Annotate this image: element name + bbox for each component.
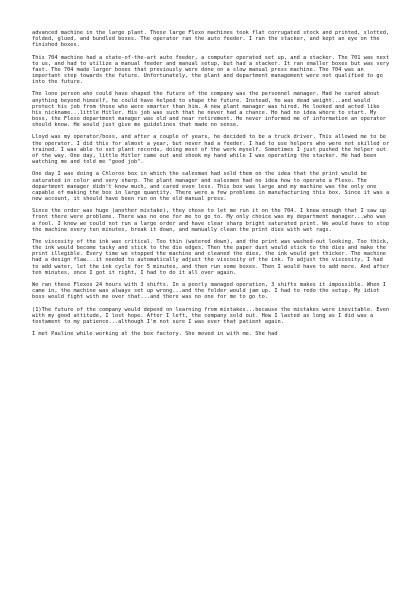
paragraph: This 704 machine had a state-of-the-art auto feeder, a computer operated set up, and a stacker. The 701 was next to us, and had to utilize a manual feeder and manual setup, but had a stacker. It ran smaller boxes but was very fast. The 704 made larger boxes that previously were done on a slow manual press machine. The 704 was an important step towards the future. Unfortunately, the plant and department management were not qualified to go into the future. — [32, 54, 390, 86]
paragraph: The viscosity of the ink was critical. Too thin (watered down), and the print was washed-out looking. Too thick, the ink would become tacky and stick to the die edges. Then the paper dust would stick to the dies and make the print illegible. Every time we stopped the machine and cleaned the dies, the ink would get thicker. The machine had a design flaw...it needed to automatically adjust the viscosity of the ink. To adjust the viscosity, I had to add water, let the ink cycle for 5 minutes, and then run some boxes. Then I would have to add more. And after ten minutes, once I got it right, I had to do it all over again. — [32, 238, 390, 276]
document-page — [32, 30, 392, 343]
paragraph: I met Pauline while working at the box factory. She moved in with me. She had — [32, 331, 278, 338]
paragraph: advanced machine in the large plant. These large Flexo machines took flat corrugated stock and printed, slotted, folded, glued, and bundled boxes. The operator ran the auto feeder. I ran the stacker, and kept an eye on the finished boxes. — [32, 30, 390, 49]
paragraph: Since the order was huge (another mistake), they chose to let me run it on the 704. I knew enough that I saw up front there were problems. There was no one for me to go to. My only choice was my department manager...who was a fool. I knew we could not run a large order and have clear sharp bright saturated print. We would have to stop the machine every ten minutes, break it down, and manually clean the print dies with wet rags. — [32, 208, 390, 233]
paragraph: We ran these Flexos 24 hours with 3 shifts. In a poorly managed operation, 3 shifts makes it impossible. When I came in, the machine was always set up wrong...and the folder would jam up. I had to redo the setup. My idiot boss would fight with me over that...and there was no one for me to go to. — [32, 281, 386, 301]
paragraph: The lone person who could have shaped the future of the company was the personnel manager. Had he cared about anything beyond himself, he could have helped to shape the future. Instead, he was dead weight...and would protect his job from those who were smarter than him. A new plant manager was hired. He looked and acted like his nickname...little Hitler. His job was such that he never had a chance. He had no idea where to start. My boss, the Flexo department manager was old and near retirement. He never informed me of information an operator should know. He would just give me guidelines that made no sense. — [32, 91, 386, 129]
paragraph: (1)The future of the company would depend on learning from mistakes...because the mistakes were inevitable. Even with my good attitude, I lost hope. After I left, the company sold out. How I lasted as long as I did was a testament to my patience...although I'm not sure I was ever that patient again. — [32, 306, 390, 325]
paragraph: Lloyd was my operator/boss, and after a couple of years, he decided to be a truck driver. This allowed me to be the operator. I did this for almost a year, but never had a feeder. I had to use helpers who were not skilled or trained. I was able to set plant records, doing most of the work myself. Sometimes I just pushed the helper out of the way. One day, little Hitler came out and shook my hand while I was operating the stacker. He had been watching me and told me "good job". — [32, 134, 390, 166]
paragraph: One day I was doing a Chlorox box in which the salesman had sold them on the idea that the print would be saturated in color and very sharp. The plant manager and salesmen had no idea how to operate a Flexo. The department manager didn't know much, and cared even less. This box was large and my machine was the only one capable of making the box in large quantity. There were a few problems in manufacturing this box. Since it was a new account, it should have been run on the old manual press. — [32, 171, 390, 202]
